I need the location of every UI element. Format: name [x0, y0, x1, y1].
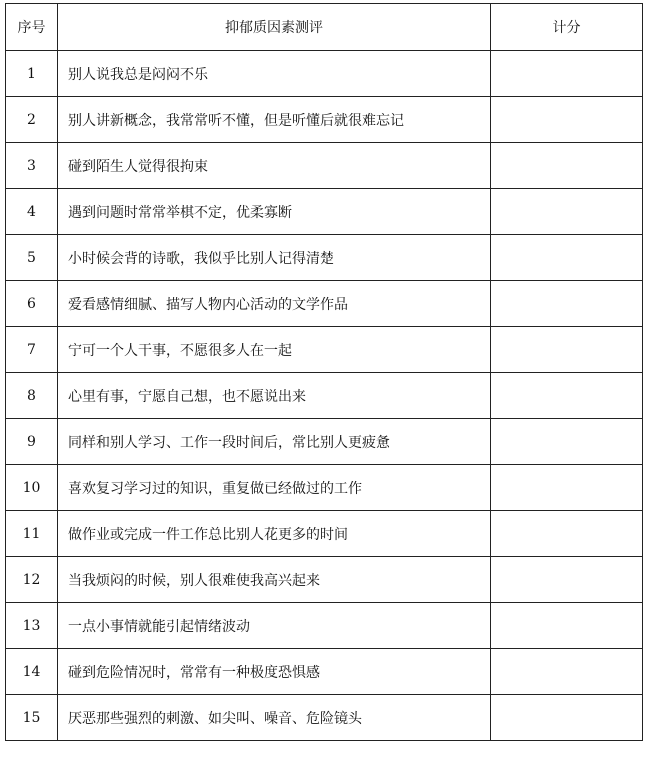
- row-score-cell[interactable]: [491, 603, 643, 649]
- row-number: 12: [6, 557, 58, 603]
- row-number: 6: [6, 281, 58, 327]
- table-header-row: [6, 4, 643, 51]
- row-item-text: 别人讲新概念，我常常听不懂，但是听懂后就很难忘记: [58, 97, 491, 143]
- row-score-cell[interactable]: [491, 695, 643, 741]
- row-score-cell[interactable]: [491, 373, 643, 419]
- row-score-cell[interactable]: [491, 143, 643, 189]
- row-number: 13: [6, 603, 58, 649]
- table-row: [6, 281, 643, 327]
- row-item-text: 同样和别人学习、工作一段时间后，常比别人更疲惫: [58, 419, 491, 465]
- row-item-text: 小时候会背的诗歌，我似乎比别人记得清楚: [58, 235, 491, 281]
- table-row: [6, 327, 643, 373]
- row-item-text: 别人说我总是闷闷不乐: [58, 51, 491, 97]
- row-item-text: 当我烦闷的时候，别人很难使我高兴起来: [58, 557, 491, 603]
- row-score-cell[interactable]: [491, 465, 643, 511]
- row-score-cell[interactable]: [491, 419, 643, 465]
- table-row: [6, 419, 643, 465]
- table-row: [6, 373, 643, 419]
- table-row: [6, 511, 643, 557]
- table-row: [6, 189, 643, 235]
- row-score-cell[interactable]: [491, 511, 643, 557]
- row-item-text: 一点小事情就能引起情绪波动: [58, 603, 491, 649]
- table-row: [6, 143, 643, 189]
- row-number: 8: [6, 373, 58, 419]
- row-item-text: 爱看感情细腻、描写人物内心活动的文学作品: [58, 281, 491, 327]
- row-number: 9: [6, 419, 58, 465]
- table-row: [6, 97, 643, 143]
- header-number: 序号: [6, 4, 58, 51]
- row-item-text: 做作业或完成一件工作总比别人花更多的时间: [58, 511, 491, 557]
- row-number: 14: [6, 649, 58, 695]
- row-score-cell[interactable]: [491, 51, 643, 97]
- melancholic-assessment-table: [5, 3, 643, 741]
- row-number: 5: [6, 235, 58, 281]
- header-item: 抑郁质因素测评: [58, 4, 491, 51]
- row-number: 7: [6, 327, 58, 373]
- row-score-cell[interactable]: [491, 327, 643, 373]
- row-score-cell[interactable]: [491, 281, 643, 327]
- table-row: [6, 235, 643, 281]
- table-row: [6, 695, 643, 741]
- row-score-cell[interactable]: [491, 97, 643, 143]
- table-row: [6, 649, 643, 695]
- questionnaire-sheet: [5, 3, 642, 741]
- row-number: 3: [6, 143, 58, 189]
- table-row: [6, 51, 643, 97]
- row-score-cell[interactable]: [491, 557, 643, 603]
- row-score-cell[interactable]: [491, 189, 643, 235]
- row-item-text: 厌恶那些强烈的刺激、如尖叫、噪音、危险镜头: [58, 695, 491, 741]
- row-number: 15: [6, 695, 58, 741]
- row-number: 4: [6, 189, 58, 235]
- table-row: [6, 465, 643, 511]
- row-item-text: 宁可一个人干事，不愿很多人在一起: [58, 327, 491, 373]
- row-item-text: 碰到陌生人觉得很拘束: [58, 143, 491, 189]
- row-item-text: 喜欢复习学习过的知识，重复做已经做过的工作: [58, 465, 491, 511]
- row-number: 2: [6, 97, 58, 143]
- table-row: [6, 557, 643, 603]
- row-number: 10: [6, 465, 58, 511]
- row-score-cell[interactable]: [491, 649, 643, 695]
- row-item-text: 心里有事，宁愿自己想，也不愿说出来: [58, 373, 491, 419]
- row-number: 1: [6, 51, 58, 97]
- header-score: 计分: [491, 4, 643, 51]
- row-score-cell[interactable]: [491, 235, 643, 281]
- table-row: [6, 603, 643, 649]
- row-item-text: 碰到危险情况时，常常有一种极度恐惧感: [58, 649, 491, 695]
- row-number: 11: [6, 511, 58, 557]
- row-item-text: 遇到问题时常常举棋不定，优柔寡断: [58, 189, 491, 235]
